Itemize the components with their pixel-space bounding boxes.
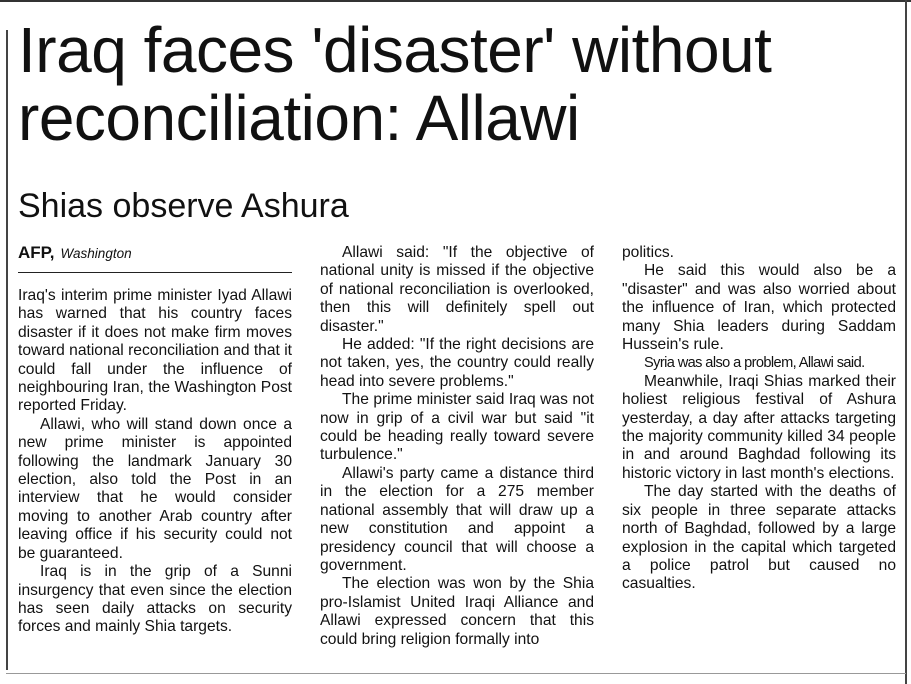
column-2 — [320, 244, 594, 674]
paragraph-7: Allawi's party came a distance third in the election for a 275 member national assembly that will draw up a new constitution and appoint a presidency council that will choose a government. — [320, 464, 594, 574]
frame-left-rule — [6, 30, 8, 670]
paragraph-2: Allawi, who will stand down once a new prime minister is appointed following the landmark January 30 election, also told the Post in an interview that he would consider moving to another Arab country after leaving office if his security could not be guaranteed. — [18, 415, 292, 562]
paragraph-10: Syria was also a problem, Allawi said. — [644, 355, 865, 372]
headline: Iraq faces 'disaster' without reconciliation: Allawi — [18, 14, 772, 154]
byline-agency: AFP, — [18, 244, 55, 262]
column-1 — [18, 244, 292, 674]
paragraph-9: He said this would also be a "disaster" and was also worried about the influence of Iran, which protected many Shia leaders during Saddam Hussein's rule. — [622, 262, 896, 354]
column-3 — [622, 244, 896, 674]
article-body — [18, 244, 896, 674]
paragraph-6: The prime minister said Iraq was not now in grip of a civil war but said "it could be heading really toward severe turbulence." — [320, 391, 594, 464]
paragraph-11: Meanwhile, Iraqi Shias marked their holiest religious festival of Ashura yesterday, a day after attacks targeting the majority community killed 34 people in and around Baghdad following its historic victory in last month's elections. — [622, 372, 896, 482]
paragraph-8-continued: politics. — [622, 244, 674, 261]
paragraph-3: Iraq is in the grip of a Sunni insurgency that even since the election has seen daily attacks on security forces and mainly Shia targets. — [18, 563, 292, 636]
paragraph-4: Allawi said: "If the objective of national unity is missed if the objective of national reconciliation is overlooked, then this will definitely spell out disaster." — [320, 244, 594, 335]
paragraph-8: The election was won by the Shia pro-Islamist United Iraqi Alliance and Allawi expressed concern that this could bring religion formally into — [320, 575, 594, 648]
frame-right-rule — [905, 0, 907, 684]
paragraph-1: Iraq's interim prime minister Iyad Allawi has warned that his country faces disaster if it does not make firm moves toward national reconciliation and that it could fall under the influence of neighbouring Iran, the Washington Post reported Friday. — [18, 287, 292, 415]
paragraph-12: The day started with the deaths of six people in three separate attacks north of Baghdad, followed by a large explosion in the capital which targeted a police patrol but caused no casualties. — [622, 483, 896, 593]
subheadline: Shias observe Ashura — [18, 187, 349, 225]
byline — [18, 244, 292, 273]
byline-location: Washington — [60, 246, 132, 261]
frame-top-rule — [0, 0, 911, 2]
paragraph-5: He added: "If the right decisions are not taken, yes, the country could really head into severe problems." — [320, 336, 594, 390]
